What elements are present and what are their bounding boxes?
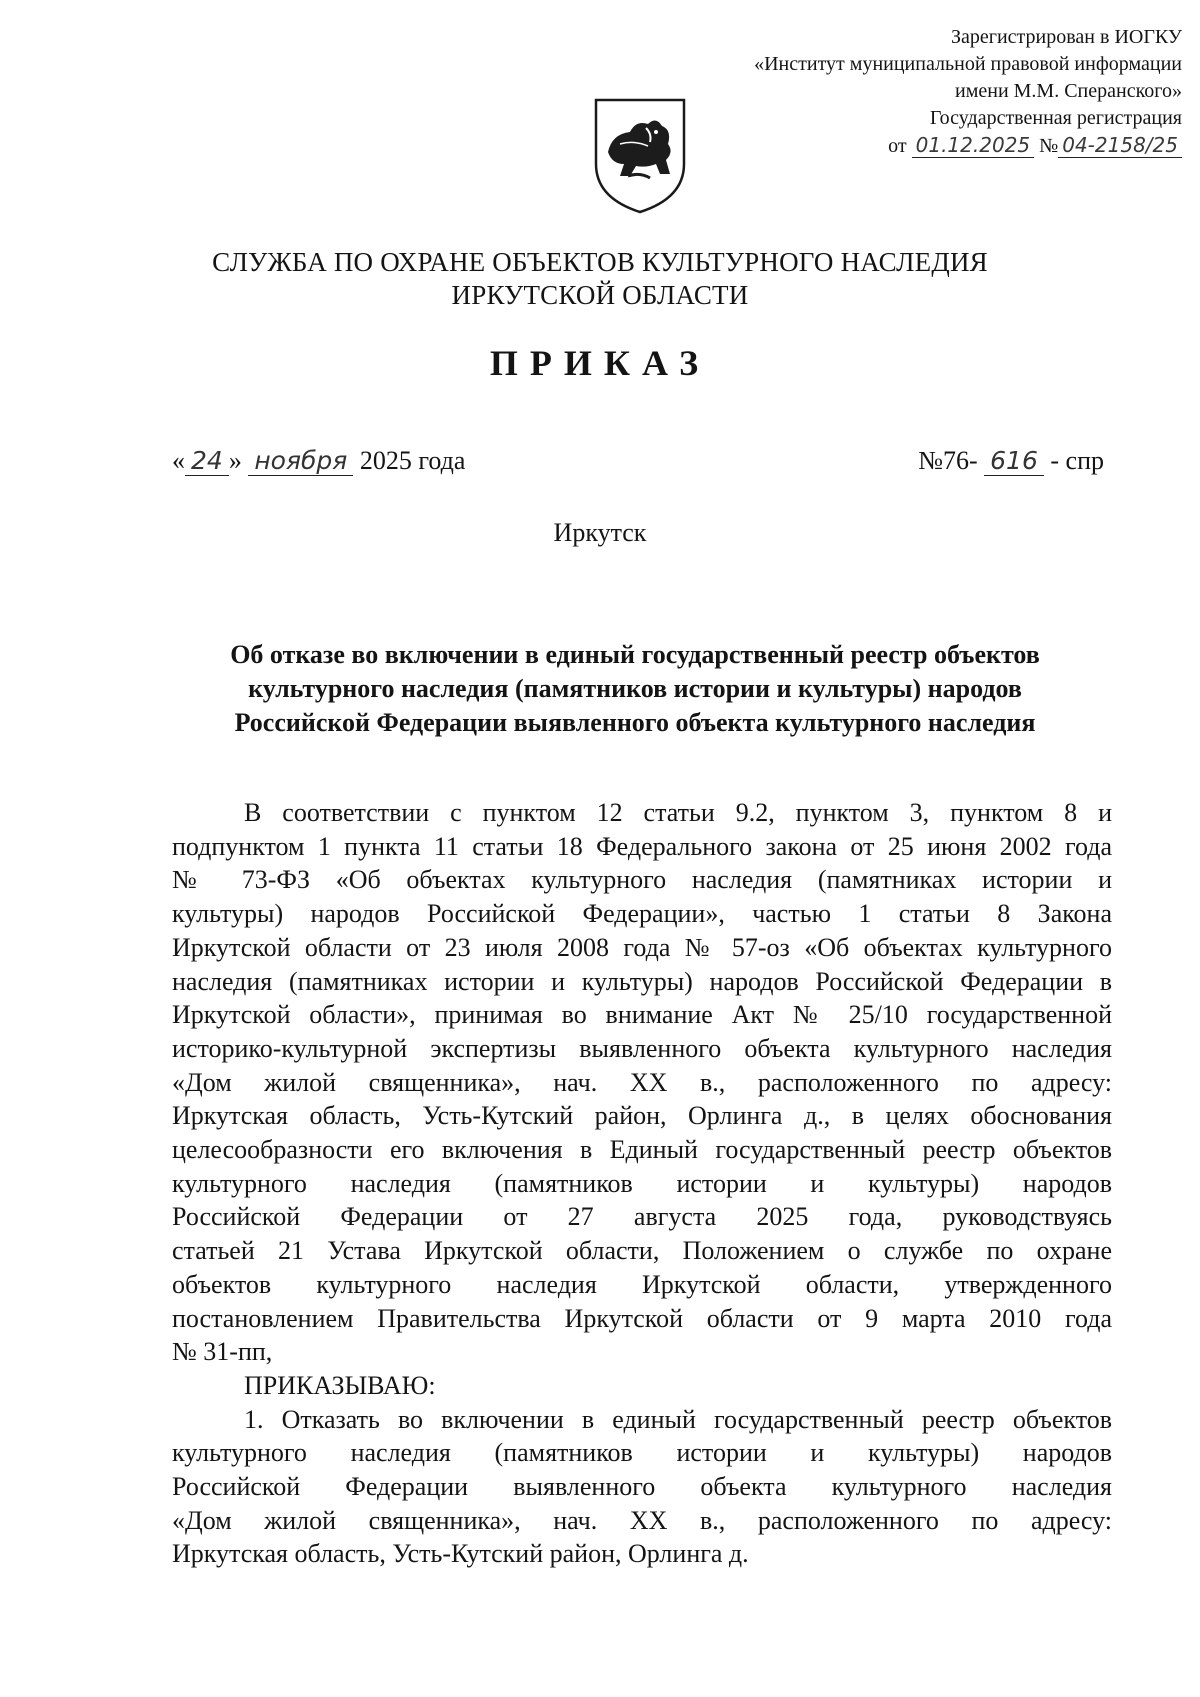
date-open-quote: « (172, 446, 185, 475)
stamp-number-value: 04-2158/25 (1058, 133, 1182, 158)
date-month: ноября (248, 446, 353, 476)
preamble-line: объектов культурного наследия Иркутской области, утвержденного (172, 1269, 1112, 1299)
preamble-line: Иркутской области от 23 июля 2008 года № 57-оз «Об объектах культурного (172, 932, 1112, 962)
item-1-line: Российской Федерации выявленного объекта культурного наследия (172, 1472, 1112, 1502)
stamp-date-value: 01.12.2025 (912, 133, 1035, 158)
agency-name-line-2: ИРКУТСКОЙ ОБЛАСТИ (451, 280, 749, 310)
order-date (172, 446, 465, 476)
preamble-line: № 31-пп, (172, 1337, 273, 1367)
preamble-line: культурного наследия (памятников истории и культуры) народов (172, 1168, 1112, 1198)
stamp-line-3: имени М.М. Сперанского» (955, 80, 1182, 102)
preamble-line: № 73-ФЗ «Об объектах культурного наследия (памятниках истории и (172, 865, 1112, 895)
preamble-line: постановлением Правительства Иркутской области от 9 марта 2010 года (172, 1303, 1112, 1333)
item-1-line: 1. Отказать во включении в единый государственный реестр объектов (244, 1404, 1112, 1434)
stamp-line-1: Зарегистрирован в ИОГКУ (951, 26, 1182, 48)
preamble-line: Иркутской области», принимая во внимание Акт № 25/10 государственной (172, 1000, 1112, 1030)
stamp-date-prefix: от (888, 135, 907, 157)
subject-line-2: культурного наследия (памятников истории и культуры) народов (248, 674, 1022, 703)
order-subject (160, 638, 1110, 740)
document-type-title: ПРИКАЗ (489, 343, 711, 383)
date-day: 24 (185, 446, 229, 476)
preamble-line: культуры) народов Российской Федерации», частью 1 статьи 8 Закона (172, 899, 1112, 929)
item-1-line: «Дом жилой священника», нач. XX в., расположенного по адресу: (172, 1505, 1112, 1535)
order-number-value: 616 (984, 446, 1044, 476)
stamp-number-prefix: № (1039, 135, 1059, 157)
date-close-quote: » (228, 446, 242, 475)
preamble-line: Российской Федерации от 27 августа 2025 года, руководствуясь (172, 1202, 1112, 1232)
order-word: ПРИКАЗЫВАЮ: (244, 1370, 436, 1400)
preamble-line: статьей 21 Устава Иркутской области, Положением о службе по охране (172, 1236, 1112, 1266)
preamble-line: целесообразности его включения в Единый государственный реестр объектов (172, 1135, 1112, 1165)
irkutsk-coat-of-arms-icon (590, 94, 690, 216)
item-1-line: культурного наследия (памятников истории и культуры) народов (172, 1438, 1112, 1468)
preamble-line: «Дом жилой священника», нач. XX в., расположенного по адресу: (172, 1067, 1112, 1097)
order-number-prefix: №76- (918, 446, 978, 475)
order-number (918, 446, 1104, 476)
preamble-line: Иркутская область, Усть-Кутский район, Орлинга д., в целях обоснования (172, 1101, 1112, 1131)
order-number-suffix: - спр (1050, 446, 1104, 475)
preamble-line: историко-культурной экспертизы выявленного объекта культурного наследия (172, 1033, 1112, 1063)
stamp-line-2: «Институт муниципальной правовой информации (754, 53, 1182, 75)
stamp-line-4: Государственная регистрация (929, 107, 1182, 129)
agency-name-line-1: СЛУЖБА ПО ОХРАНЕ ОБЪЕКТОВ КУЛЬТУРНОГО НАСЛЕДИЯ (212, 247, 988, 277)
preamble-line: В соответствии с пунктом 12 статьи 9.2, пунктом 3, пунктом 8 и (244, 798, 1112, 827)
subject-line-1: Об отказе во включении в единый государственный реестр объектов (230, 640, 1040, 669)
order-body (172, 796, 1112, 1571)
preamble-line: подпунктом 1 пункта 11 статьи 18 Федерального закона от 25 июня 2002 года (172, 831, 1112, 861)
preamble-line: наследия (памятниках истории и культуры) народов Российской Федерации в (172, 966, 1112, 996)
date-year: 2025 года (359, 446, 466, 475)
agency-name (0, 246, 1200, 312)
city: Иркутск (553, 518, 647, 547)
item-1-line: Иркутская область, Усть-Кутский район, Орлинга д. (172, 1539, 749, 1569)
subject-line-3: Российской Федерации выявленного объекта культурного наследия (234, 708, 1036, 737)
